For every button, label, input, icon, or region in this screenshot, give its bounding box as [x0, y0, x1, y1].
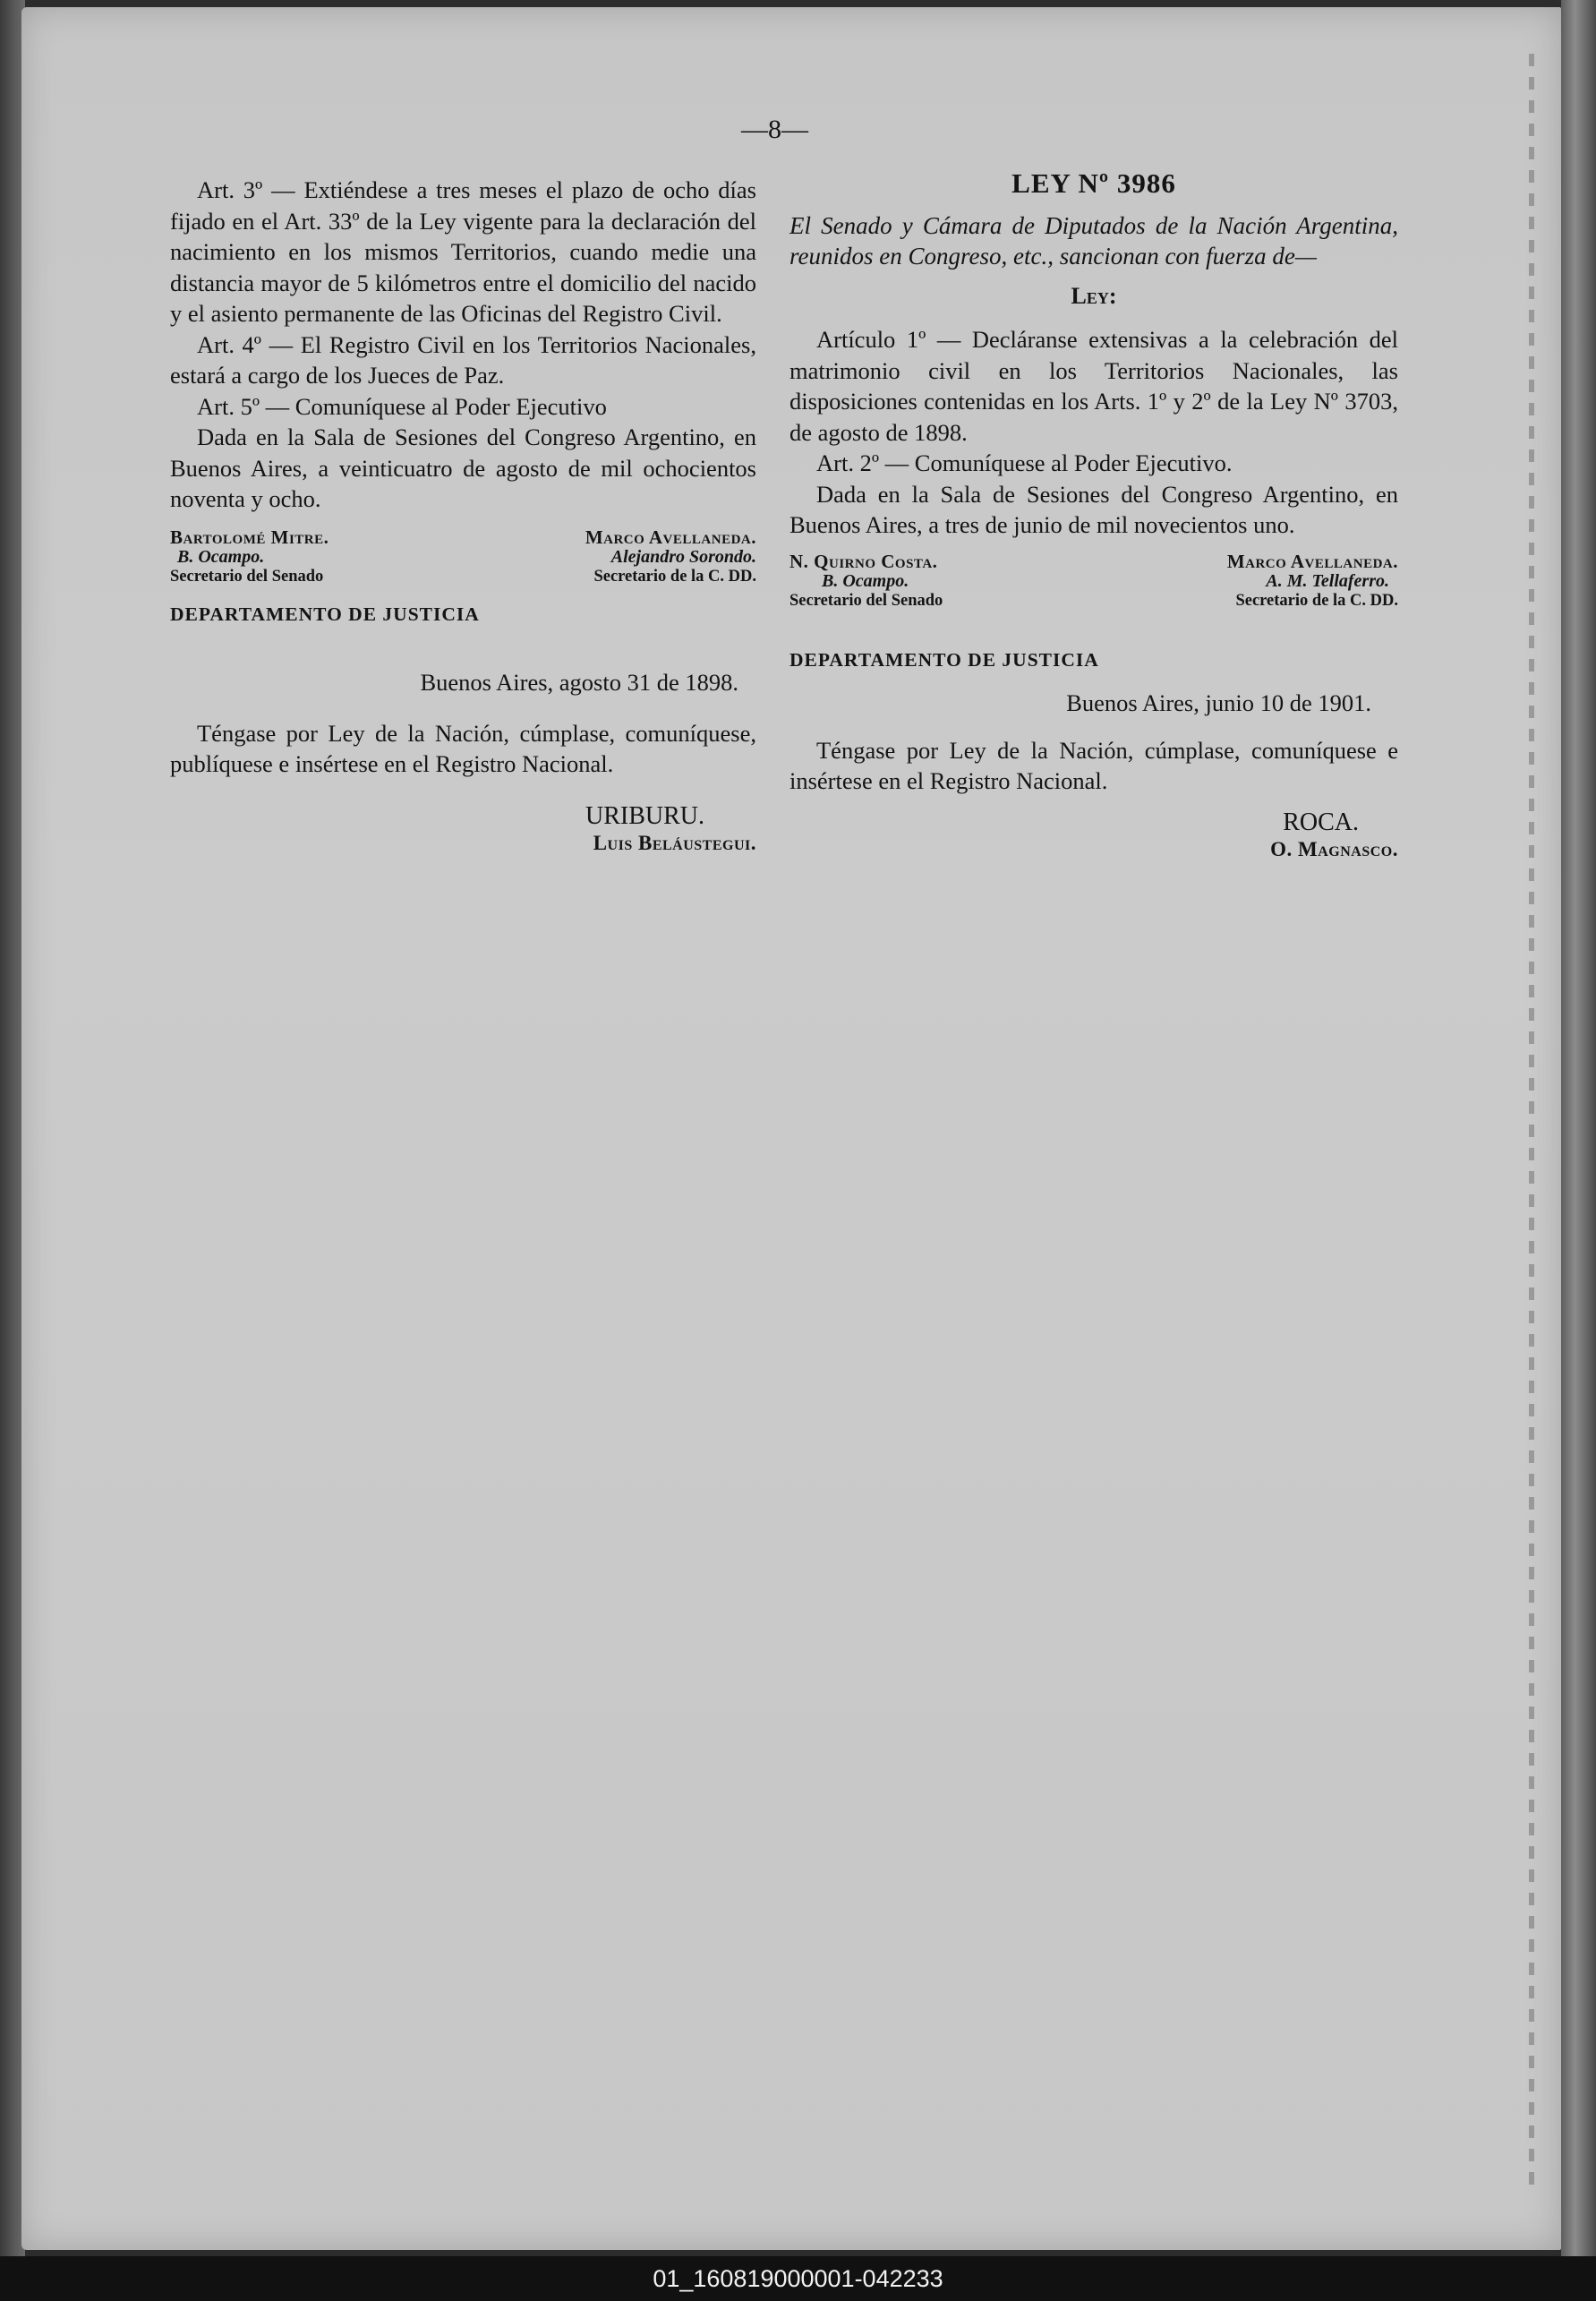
- law-title: LEY Nº 3986: [1011, 167, 1176, 199]
- article-1: Artículo 1º — Decláranse extensivas a la celebración del matrimonio civil en los Territorios Nacionales, las disposiciones contenidas en los Arts. 1º y 2º de la Ley Nº 3703, de agosto de 1898.: [789, 326, 1398, 446]
- chamber-signature: [1227, 552, 1398, 611]
- senate-signature: [170, 527, 329, 586]
- article-2: Art. 2º — Comuníquese al Poder Ejecutivo.: [816, 449, 1233, 476]
- given-in-session: Dada en la Sala de Sesiones del Congreso Argentino, en Buenos Aires, a tres de junio de mil novecientos uno.: [789, 480, 1398, 538]
- promulgation-decree: Téngase por Ley de la Nación, cúmplase, comuníquese, publíquese e insértese en el Registro Nacional.: [170, 719, 756, 777]
- chamber-secretary: Alejandro Sorondo.: [610, 546, 756, 567]
- place-date: Buenos Aires, junio 10 de 1901.: [1066, 689, 1371, 716]
- binding-stitches: [1529, 54, 1534, 2185]
- left-column: [170, 175, 756, 857]
- given-in-session: Dada en la Sala de Sesiones del Congreso Argentino, en Buenos Aires, a veinticuatro de agosto de mil ochocientos noventa y ocho.: [170, 423, 756, 512]
- congress-signatures: [170, 527, 756, 610]
- senate-secretary: B. Ocampo.: [822, 570, 909, 591]
- chamber-secretary: A. M. Tellaferro.: [1266, 570, 1389, 591]
- article-3: Art. 3º — Extiéndese a tres meses el plazo de ocho días fijado en el Art. 33º de la Ley vigente para la declaración del nacimiento en los mismos Territorios, cuando medie una distancia mayor de 5 kilómetros entre el domicilio del nacido y el asiento permanente de las Oficinas del Registro Civil.: [170, 176, 756, 327]
- department-heading: DEPARTAMENTO DE JUSTICIA: [789, 648, 1099, 671]
- senate-secretary: B. Ocampo.: [177, 546, 265, 567]
- executive-signatures: [789, 809, 1398, 863]
- president-name: URIBURU.: [585, 801, 704, 830]
- chamber-signature: [585, 527, 756, 586]
- chamber-president: Marco Avellaneda.: [1226, 550, 1398, 572]
- senate-secretary-role: Secretario del Senado: [170, 567, 324, 586]
- minister-name: O. Magnasco.: [1270, 837, 1398, 860]
- senate-president: N. Quirno Costa.: [789, 550, 938, 572]
- scan-id-bar: [0, 2256, 1596, 2301]
- promulgation-decree: Téngase por Ley de la Nación, cúmplase, comuníquese e insértese en el Registro Nacional.: [789, 736, 1398, 794]
- scan-id: 01_160819000001-042233: [653, 2265, 943, 2292]
- chamber-secretary-role: Secretario de la C. DD.: [1235, 591, 1398, 610]
- senate-president: Bartolomé Mitre.: [170, 526, 329, 548]
- senate-secretary-role: Secretario del Senado: [789, 591, 943, 610]
- book-edge: [1561, 0, 1596, 2261]
- congress-signatures: [789, 552, 1398, 634]
- page-number: —8—: [741, 115, 808, 144]
- ley-heading: Ley:: [1071, 282, 1117, 309]
- minister-name: Luis Beláustegui.: [593, 831, 756, 854]
- executive-signatures: [170, 803, 756, 857]
- president-name: ROCA.: [1283, 808, 1359, 836]
- senate-signature: [789, 552, 943, 611]
- chamber-president: Marco Avellaneda.: [585, 526, 756, 548]
- chamber-secretary-role: Secretario de la C. DD.: [593, 567, 756, 586]
- right-column: [789, 168, 1398, 863]
- article-4: Art. 4º — El Registro Civil en los Territorios Nacionales, estará a cargo de los Jueces de Paz.: [170, 330, 756, 389]
- article-5: Art. 5º — Comuníquese al Poder Ejecutivo: [197, 392, 607, 420]
- enacting-clause: El Senado y Cámara de Diputados de la Nación Argentina, reunidos en Congreso, etc., sancionan con fuerza de—: [789, 211, 1398, 269]
- place-date: Buenos Aires, agosto 31 de 1898.: [420, 669, 738, 696]
- department-heading: DEPARTAMENTO DE JUSTICIA: [170, 603, 480, 625]
